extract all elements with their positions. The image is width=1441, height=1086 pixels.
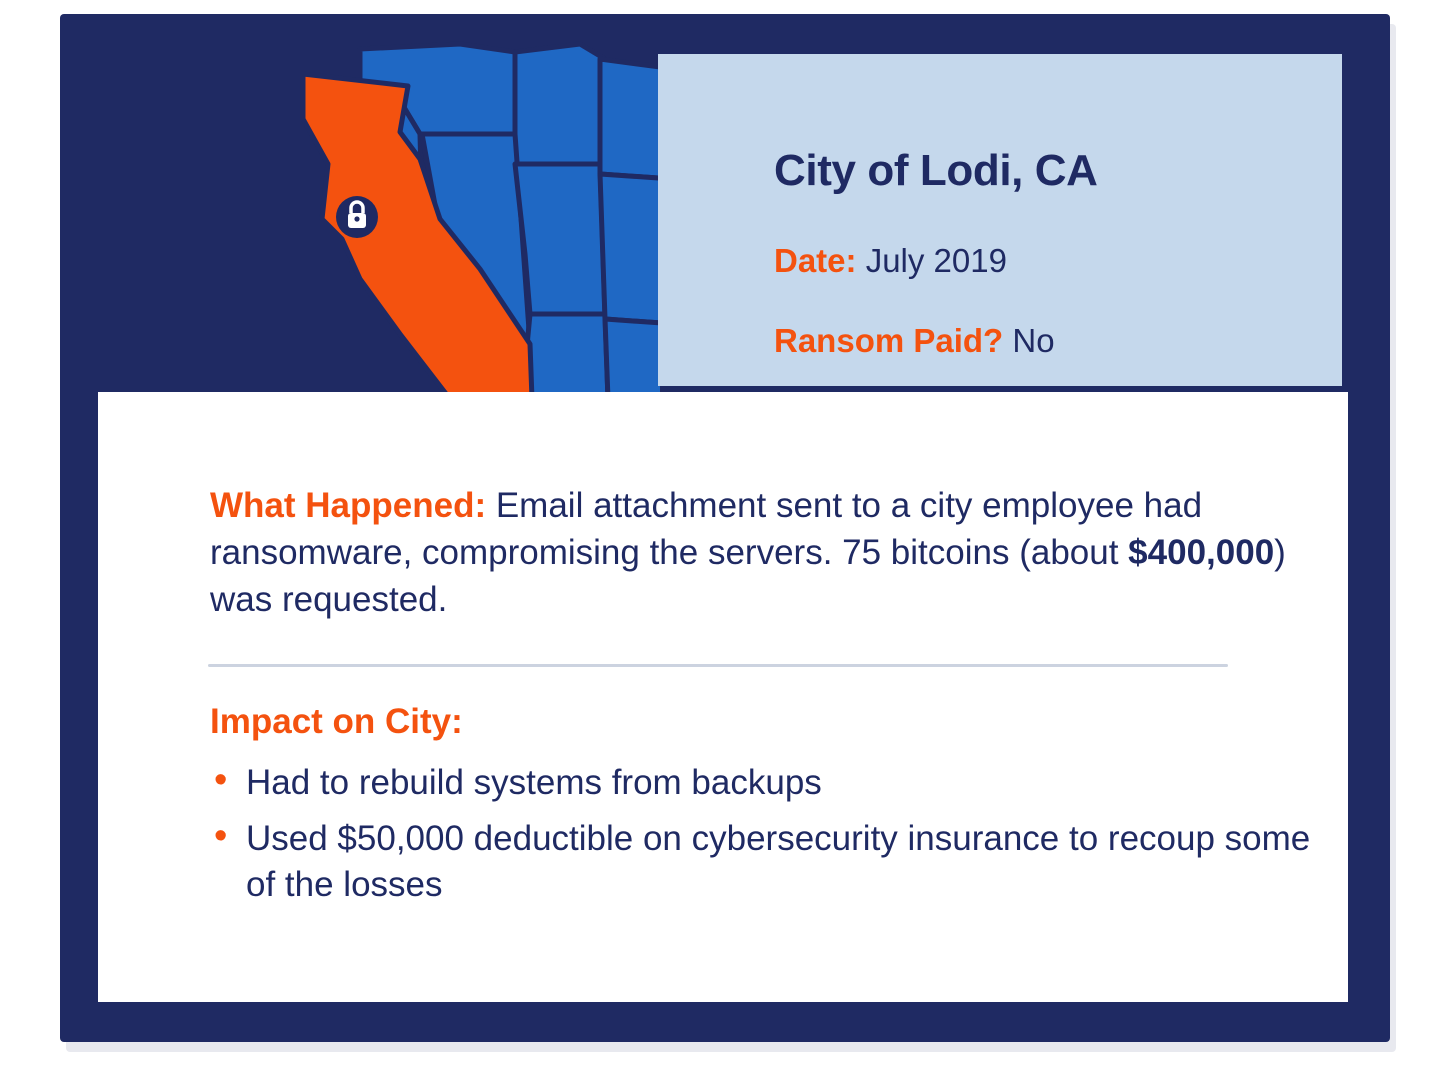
what-happened-label: What Happened: bbox=[210, 486, 487, 525]
impact-list bbox=[210, 760, 1330, 919]
field-ransom-paid-value: No bbox=[1012, 322, 1055, 359]
field-ransom-paid-label: Ransom Paid? bbox=[774, 322, 1004, 359]
what-happened-paragraph bbox=[210, 483, 1320, 624]
summary-panel bbox=[658, 54, 1342, 386]
page-title: City of Lodi, CA bbox=[774, 146, 1098, 195]
lock-icon bbox=[336, 196, 378, 238]
field-date bbox=[774, 242, 1007, 280]
section-divider bbox=[208, 664, 1228, 667]
ransom-amount: $400,000 bbox=[1128, 532, 1275, 572]
incident-card bbox=[60, 14, 1390, 1042]
field-date-value: July 2019 bbox=[865, 242, 1007, 279]
what-happened-text-before: Email attachment sent to a city employee had ransomware, compromising the servers. 75 bitcoins (about bbox=[210, 486, 1203, 572]
list-item: • Used $50,000 deductible on cybersecurity insurance to recoup some of the losses bbox=[210, 816, 1330, 908]
map-illustration bbox=[60, 14, 660, 394]
list-item: • Had to rebuild systems from backups bbox=[210, 760, 1330, 806]
field-ransom-paid bbox=[774, 322, 1055, 360]
field-date-label: Date: bbox=[774, 242, 857, 279]
card-header-region bbox=[60, 14, 1390, 394]
impact-heading: Impact on City: bbox=[210, 702, 463, 741]
card-body bbox=[98, 392, 1348, 1002]
what-happened-text-after: ) was requested. bbox=[210, 532, 1286, 619]
